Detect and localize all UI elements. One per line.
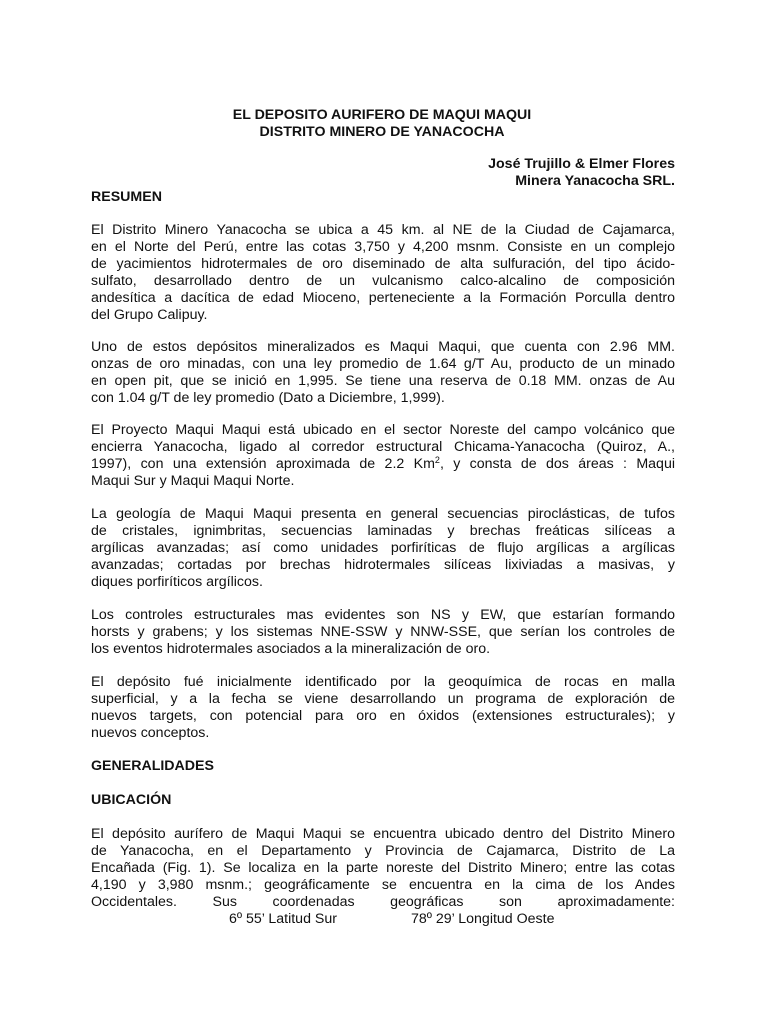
text-line: La geología de Maqui Maqui presenta en general secuencias piroclásticas, de tufos	[91, 506, 675, 522]
text-line: de yacimientos hidrotermales de oro diseminado de alta sulfuración, del tipo ácido-	[91, 256, 675, 272]
text-line: andesítica a dacítica de edad Mioceno, perteneciente a la Formación Porculla dentro	[91, 290, 675, 306]
text-line: superficial, y a la fecha se viene desarrollando un programa de exploración de	[91, 691, 675, 707]
text-line: Occidentales. Sus coordenadas geográficas son aproximadamente:	[91, 894, 675, 910]
paragraph-structural-controls	[91, 607, 675, 658]
text-line: Los controles estructurales mas evidentes son NS y EW, que estarían formando	[91, 607, 675, 623]
text-line: de Yanacocha, en el Departamento y Provincia de Cajamarca, Distrito de La	[91, 843, 675, 859]
text-line: diques porfiríticos argílicos.	[91, 574, 263, 590]
text-line: onzas de oro minadas, con una ley promedio de 1.64 g/T Au, producto de un minado	[91, 356, 675, 372]
document-title-line-1: EL DEPOSITO AURIFERO DE MAQUI MAQUI	[232, 107, 532, 123]
text-line: encierra Yanacocha, ligado al corredor estructural Chicama-Yanacocha (Quiroz, A.,	[91, 439, 675, 455]
text-segment: 1997), con una extensión aproximada de 2.2 Km	[91, 456, 435, 472]
section-heading-resumen: RESUMEN	[91, 189, 162, 205]
section-heading-ubicacion: UBICACIÓN	[91, 792, 172, 808]
text-line: en el Norte del Perú, entre las cotas 3,750 y 4,200 msnm. Consiste en un complejo	[91, 239, 675, 255]
paragraph-exploration	[91, 674, 675, 742]
text-line: El Proyecto Maqui Maqui está ubicado en el sector Noreste del campo volcánico que	[91, 422, 675, 438]
section-heading-generalidades: GENERALIDADES	[91, 758, 214, 774]
text-line: nuevos targets, con potencial para oro en óxidos (extensiones estructurales); y	[91, 708, 675, 724]
coordinate-longitude: 78º 29’ Longitud Oeste	[411, 911, 555, 927]
text-line: Maqui Sur y Maqui Maqui Norte.	[91, 473, 295, 489]
author-company: Minera Yanacocha SRL.	[515, 173, 675, 189]
author-names: José Trujillo & Elmer Flores	[488, 156, 675, 172]
text-segment: , y consta de dos áreas : Maqui	[439, 456, 675, 472]
text-line: Uno de estos depósitos mineralizados es Maqui Maqui, que cuenta con 2.96 MM.	[91, 339, 675, 355]
text-line: argílicas avanzadas; así como unidades porfiríticas de flujo argílicas a argílicas	[91, 540, 675, 556]
document-title-line-2: DISTRITO MINERO DE YANACOCHA	[259, 124, 505, 140]
text-line: nuevos conceptos.	[91, 725, 210, 741]
text-line: 4,190 y 3,980 msnm.; geográficamente se encuentra en la cima de los Andes	[91, 877, 675, 893]
text-line: con 1.04 g/T de ley promedio (Dato a Diciembre, 1,999).	[91, 390, 445, 406]
text-line-with-superscript	[91, 456, 675, 473]
text-line: avanzadas; cortadas por brechas hidrotermales silíceas lixiviadas a masivas, y	[91, 557, 675, 573]
text-line: Encañada (Fig. 1). Se localiza en la parte noreste del Distrito Minero; entre las cotas	[91, 860, 675, 876]
text-line: del Grupo Calipuy.	[91, 307, 208, 323]
paragraph-district-overview	[91, 222, 675, 324]
paragraph-deposit-production	[91, 339, 675, 407]
text-line: El depósito fué inicialmente identificado por la geoquímica de rocas en malla	[91, 674, 675, 690]
text-line: El depósito aurífero de Maqui Maqui se encuentra ubicado dentro del Distrito Minero	[91, 826, 675, 842]
text-line: sulfato, desarrollado dentro de un vulcanismo calco-alcalino de composición	[91, 273, 675, 289]
text-line: los eventos hidrotermales asociados a la mineralización de oro.	[91, 641, 491, 657]
paragraph-ubicacion	[91, 826, 675, 911]
paragraph-geology	[91, 506, 675, 591]
paragraph-project-location	[91, 422, 675, 490]
text-line: de cristales, ignimbritas, secuencias laminadas y brechas freáticas silíceas a	[91, 523, 675, 539]
text-line: El Distrito Minero Yanacocha se ubica a 45 km. al NE de la Ciudad de Cajamarca,	[91, 222, 675, 238]
text-line: horsts y grabens; y los sistemas NNE-SSW y NNW-SSE, que serían los controles de	[91, 624, 675, 640]
text-line: en open pit, que se inició en 1,995. Se tiene una reserva de 0.18 MM. onzas de Au	[91, 373, 675, 389]
coordinate-latitude: 6º 55’ Latitud Sur	[229, 911, 337, 927]
superscript: 2	[434, 455, 440, 465]
